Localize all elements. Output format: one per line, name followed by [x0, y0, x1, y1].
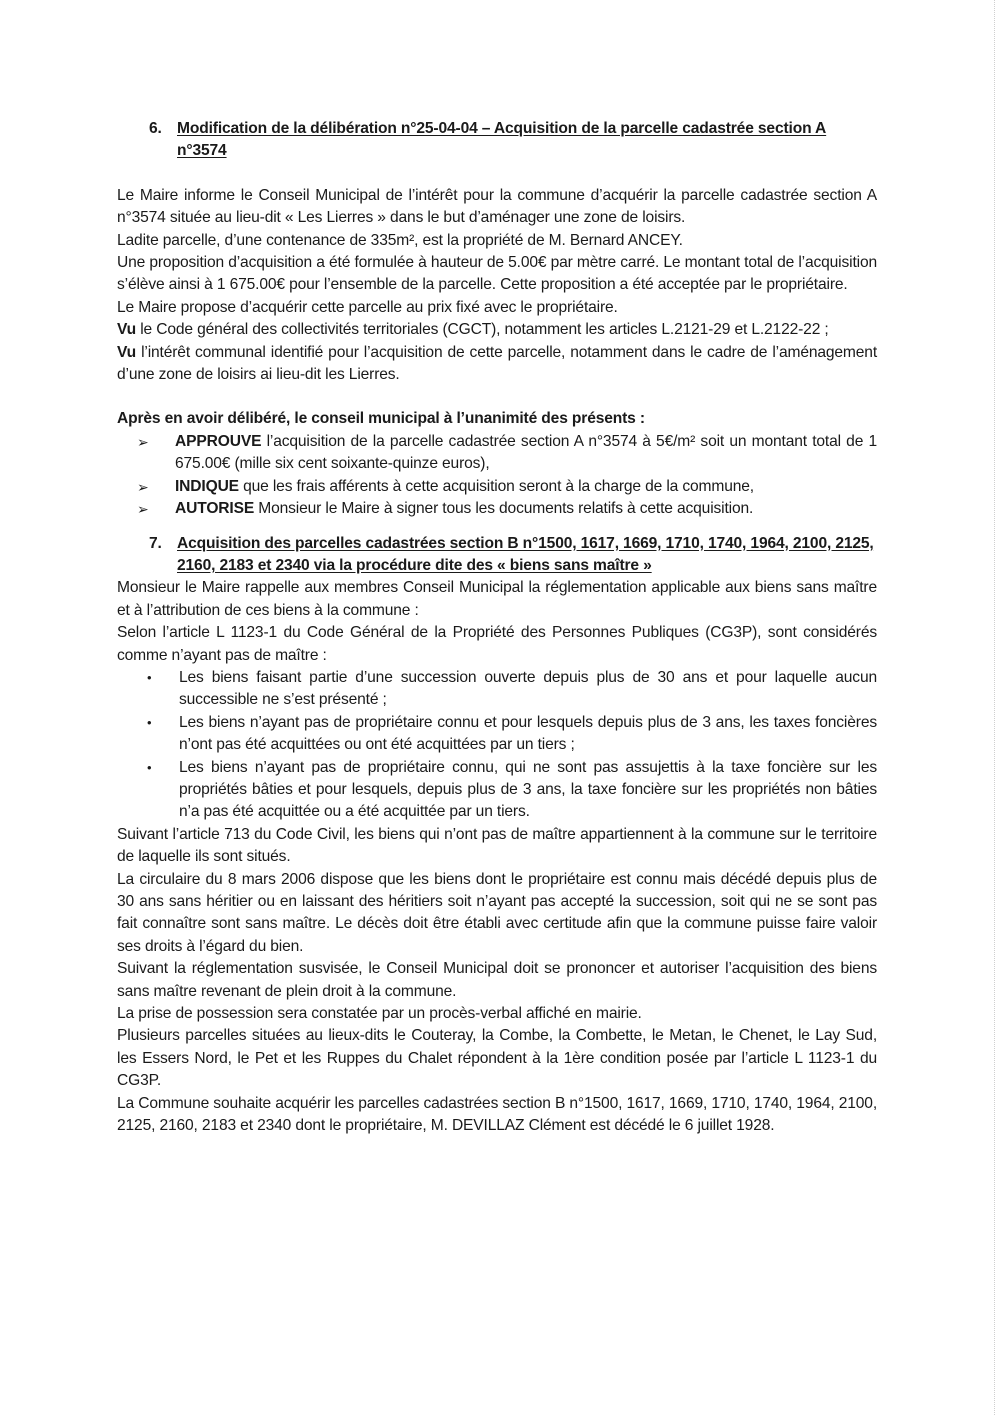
section-7-heading — [149, 533, 877, 578]
vu-text: le Code général des collectivités territoriales (CGCT), notamment les articles L.2121-29 et L.2122-22 ; — [136, 321, 829, 339]
section-6-paragraph: Le Maire informe le Conseil Municipal de l’intérêt pour la commune d’acquérir la parcelle cadastrée section A n°3574 située au lieu-dit « Les Lierres » dans le but d’aménager une zone de loisirs. — [117, 186, 877, 227]
vu-text: l’intérêt communal identifié pour l’acquisition de cette parcelle, notamment dans le cadre de l’aménagement d’une zone de loisirs ai lieu-dit les Lierres. — [117, 343, 877, 384]
arrow-bullet-icon: ➢ — [137, 478, 149, 495]
section-7-paragraph: La prise de possession sera constatée par un procès-verbal affiché en mairie. — [117, 1005, 642, 1023]
decision-verb: INDIQUE — [175, 477, 239, 495]
section-7-intro: Selon l’article L 1123-1 du Code Général de la Propriété des Personnes Publiques (CG3P), sont considérés comme n’ayant pas de maître : — [117, 624, 877, 664]
bullet-dot-icon: • — [147, 759, 152, 775]
section-6-paragraph: Le Maire propose d’acquérir cette parcelle au prix fixé avec le propriétaire. — [117, 298, 618, 316]
decision-item — [137, 431, 877, 476]
vu-label: Vu — [117, 321, 137, 339]
document-page — [117, 118, 877, 1137]
decision-text: que les frais afférents à cette acquisition seront à la charge de la commune, — [238, 477, 754, 495]
section-7-paragraph: La Commune souhaite acquérir les parcelles cadastrées section B n°1500, 1617, 1669, 1710, 1740, 1964, 2100, 2125, 2160, 2183 et 2340 dont le propriétaire, M. DEVILLAZ Clément est décédé le 6 juillet 1928. — [117, 1094, 877, 1135]
vu-label: Vu — [117, 343, 137, 361]
decision-item — [137, 498, 877, 520]
section-6-heading — [149, 118, 877, 163]
section-7-number: 7. — [149, 534, 162, 552]
decision-verb: APPROUVE — [175, 432, 262, 450]
section-6-paragraph: Ladite parcelle, d’une contenance de 335m², est la propriété de M. Bernard ANCEY. — [117, 231, 683, 249]
section-7-paragraph: Suivant la réglementation susvisée, le Conseil Municipal doit se prononcer et autoriser l’acquisition des biens sans maître revenant de plein droit à la commune. — [117, 960, 877, 1000]
section-6-paragraph: Une proposition d’acquisition a été formulée à hauteur de 5.00€ par mètre carré. Le montant total de l’acquisition s’élève ainsi à 1 675.00€ pour l’ensemble de la parcelle. Cette proposition a été acceptée par le propriétaire. — [117, 254, 877, 294]
condition-item — [147, 712, 877, 757]
section-7-intro: Monsieur le Maire rappelle aux membres Conseil Municipal la réglementation applicable aux biens sans maître et à l’attribution de ces biens à la commune : — [117, 579, 877, 619]
condition-text: Les biens n’ayant pas de propriétaire connu, qui ne sont pas assujettis à la taxe foncière sur les propriétés bâties et pour lesquels, depuis plus de 3 ans, la taxe foncière sur les propriétés non bâties n’a pas été acquittée ou a été acquittée par un tiers. — [179, 758, 877, 821]
section-6-number: 6. — [149, 120, 162, 137]
decision-list — [117, 431, 877, 521]
vu-interet-paragraph — [117, 342, 877, 387]
decision-verb: AUTORISE — [175, 500, 255, 518]
vu-cgct-paragraph — [117, 319, 877, 341]
decision-intro: Après en avoir délibéré, le conseil municipal à l’unanimité des présents : — [117, 410, 645, 428]
condition-item — [147, 667, 877, 712]
section-7-paragraph: La circulaire du 8 mars 2006 dispose que les biens dont le propriétaire est connu mais décédé depuis plus de 30 ans sans héritier ou en laissant des héritiers soit n’ayant pas accepté la succession, soit qui ne se sont pas fait connaître sont sans maître. Le décès doit être établi avec certitude afin que la commune puisse faire valoir ses droits à l’égard du bien. — [117, 870, 877, 955]
conditions-list — [117, 667, 877, 824]
section-7-paragraph: Plusieurs parcelles situées au lieux-dits le Couteray, la Combe, la Combette, le Metan, le Chenet, le Lay Sud, les Essers Nord, le Pet et les Ruppes du Chalet répondent à la 1ère condition posée par l’article L 1123-1 du CG3P. — [117, 1027, 877, 1090]
section-7-title: Acquisition des parcelles cadastrées section B n°1500, 1617, 1669, 1710, 1740, 1964, 2100, 2125, 2160, 2183 et 2340 via la procédure dite des « biens sans maître » — [177, 534, 874, 574]
arrow-bullet-icon: ➢ — [137, 433, 149, 450]
section-6-title: Modification de la délibération n°25-04-04 – Acquisition de la parcelle cadastrée section A n°3574 — [177, 120, 827, 160]
scan-edge-artifact — [994, 0, 996, 1415]
condition-text: Les biens faisant partie d’une succession ouverte depuis plus de 30 ans et pour laquelle aucun successible ne s’est présenté ; — [179, 668, 877, 709]
bullet-dot-icon: • — [147, 714, 152, 730]
section-7-paragraph: Suivant l’article 713 du Code Civil, les biens qui n’ont pas de maître appartiennent à la commune sur le territoire de laquelle ils sont situés. — [117, 825, 877, 866]
bullet-dot-icon: • — [147, 669, 152, 685]
decision-item — [137, 476, 877, 498]
condition-text: Les biens n’ayant pas de propriétaire connu et pour lesquels depuis plus de 3 ans, les taxes foncières n’ont pas été acquittées ou ont été acquittées par un tiers ; — [179, 713, 877, 754]
condition-item — [147, 757, 877, 824]
arrow-bullet-icon: ➢ — [137, 501, 149, 518]
decision-text: l’acquisition de la parcelle cadastrée section A n°3574 à 5€/m² soit un montant total de 1 675.00€ (mille six cent soixante-quinze euros), — [175, 432, 877, 473]
decision-text: Monsieur le Maire à signer tous les documents relatifs à cette acquisition. — [254, 500, 754, 518]
